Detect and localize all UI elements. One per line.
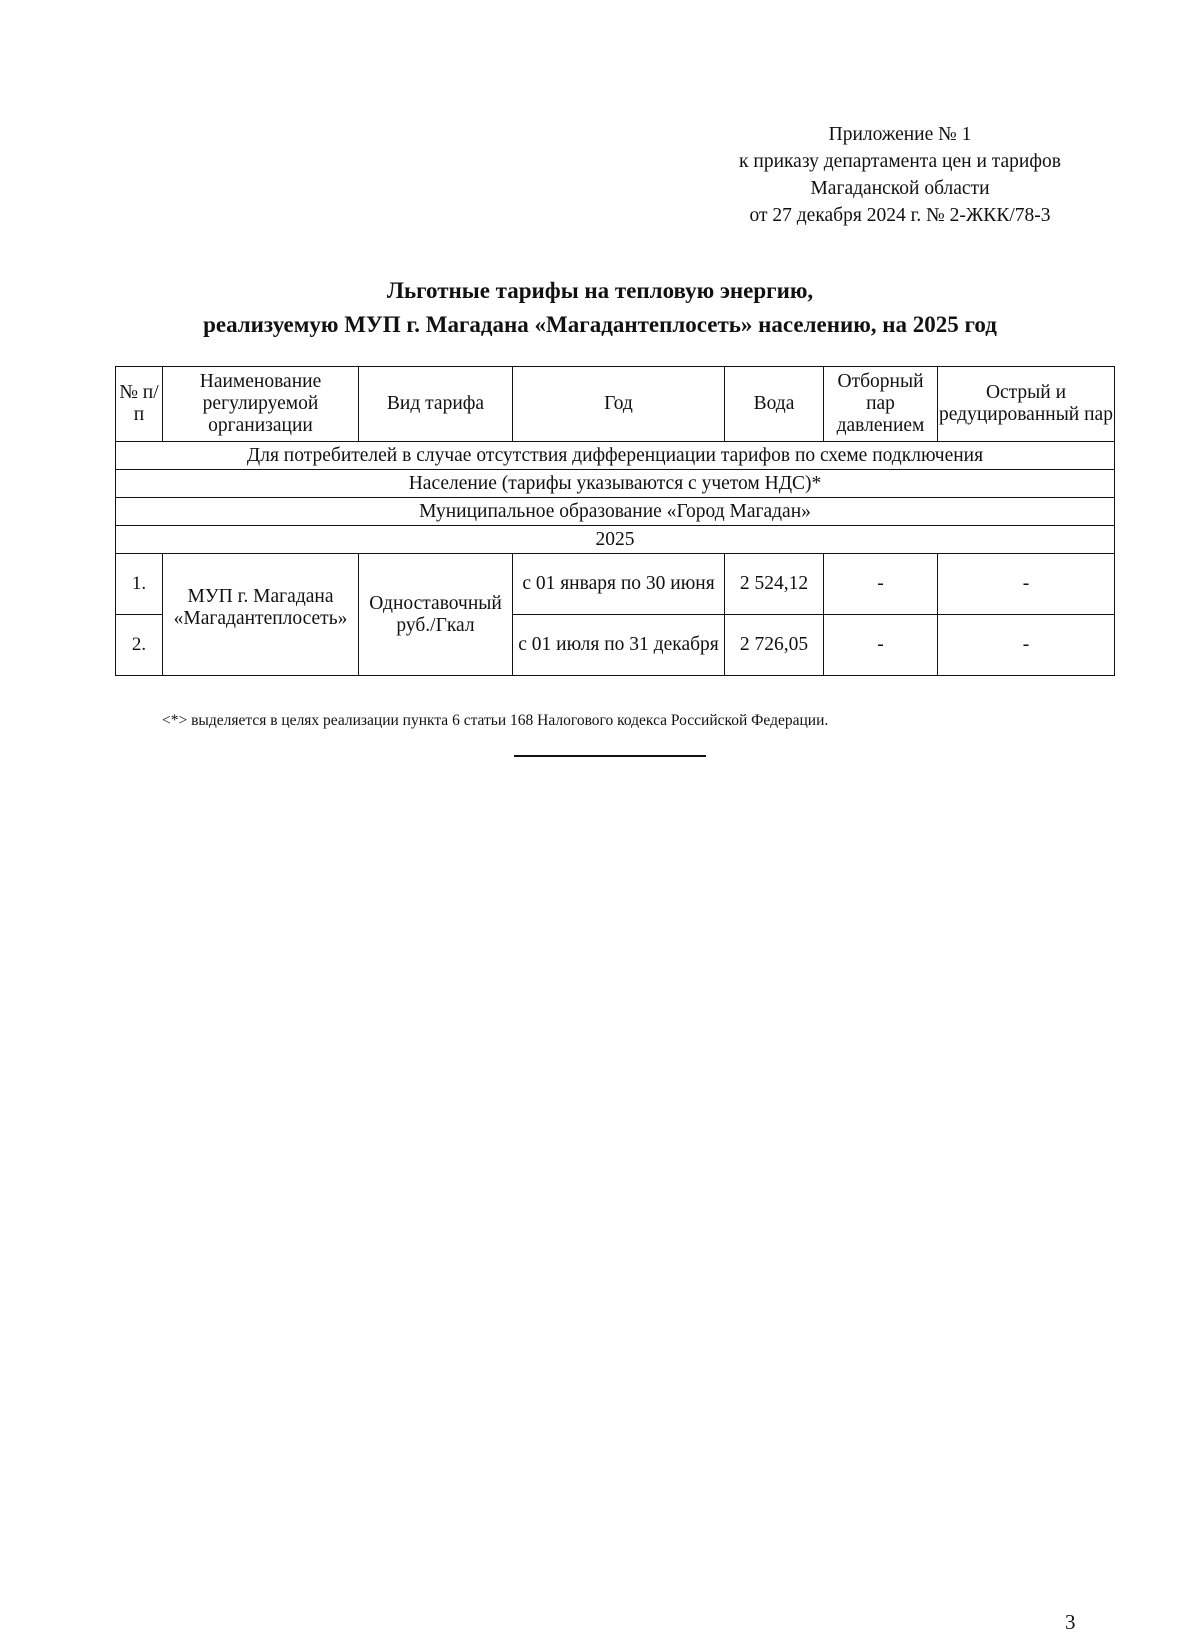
appendix-line-2: к приказу департамента цен и тарифов [739,151,1061,172]
tariff-type-cell: Одноставочный руб./Гкал [359,554,513,676]
section-connection-scheme: Для потребителей в случае отсутствия дифференциации тарифов по схеме подключения [116,442,1115,470]
header-tariff-type: Вид тарифа [359,367,513,442]
steam-selection-cell: - [824,615,938,676]
header-water: Вода [725,367,824,442]
steam-sharp-cell: - [938,554,1115,615]
header-org: Наименование регулируемой организации [163,367,359,442]
section-row [116,526,1115,554]
steam-selection-cell: - [824,554,938,615]
section-population: Население (тарифы указываются с учетом НДС)* [116,470,1115,498]
period-cell: с 01 июля по 31 декабря [513,615,725,676]
header-steam-sharp: Острый и редуцированный пар [938,367,1115,442]
appendix-line-1: Приложение № 1 [828,124,972,145]
page-number: 3 [1065,1610,1076,1634]
footnote: <*> выделяется в целях реализации пункта 6 статьи 168 Налогового кодекса Российской Федерации. [162,712,829,729]
appendix-line-3: Магаданской области [810,178,990,199]
appendix-line-4: от 27 декабря 2024 г. № 2-ЖКК/78-3 [749,205,1051,226]
title-line-2: реализуемую МУП г. Магадана «Магадантеплосеть» населению, на 2025 год [203,312,997,337]
section-row [116,442,1115,470]
org-name-cell: МУП г. Магадана «Магадантеплосеть» [163,554,359,676]
row-number: 1. [116,554,163,615]
appendix-header [700,121,1100,229]
section-year: 2025 [116,526,1115,554]
water-value-cell: 2 726,05 [725,615,824,676]
header-year: Год [513,367,725,442]
header-steam-selection: Отборный пар давлением [824,367,938,442]
table-row [116,554,1115,615]
row-number: 2. [116,615,163,676]
title-line-1: Льготные тарифы на тепловую энергию, [386,278,814,303]
steam-sharp-cell: - [938,615,1115,676]
document-title [100,274,1100,342]
tariff-table [115,366,1115,676]
closing-divider [514,755,706,757]
period-cell: с 01 января по 30 июня [513,554,725,615]
header-num: № п/п [116,367,163,442]
table-header-row [116,367,1115,442]
section-row [116,498,1115,526]
section-municipality: Муниципальное образование «Город Магадан» [116,498,1115,526]
water-value-cell: 2 524,12 [725,554,824,615]
section-row [116,470,1115,498]
